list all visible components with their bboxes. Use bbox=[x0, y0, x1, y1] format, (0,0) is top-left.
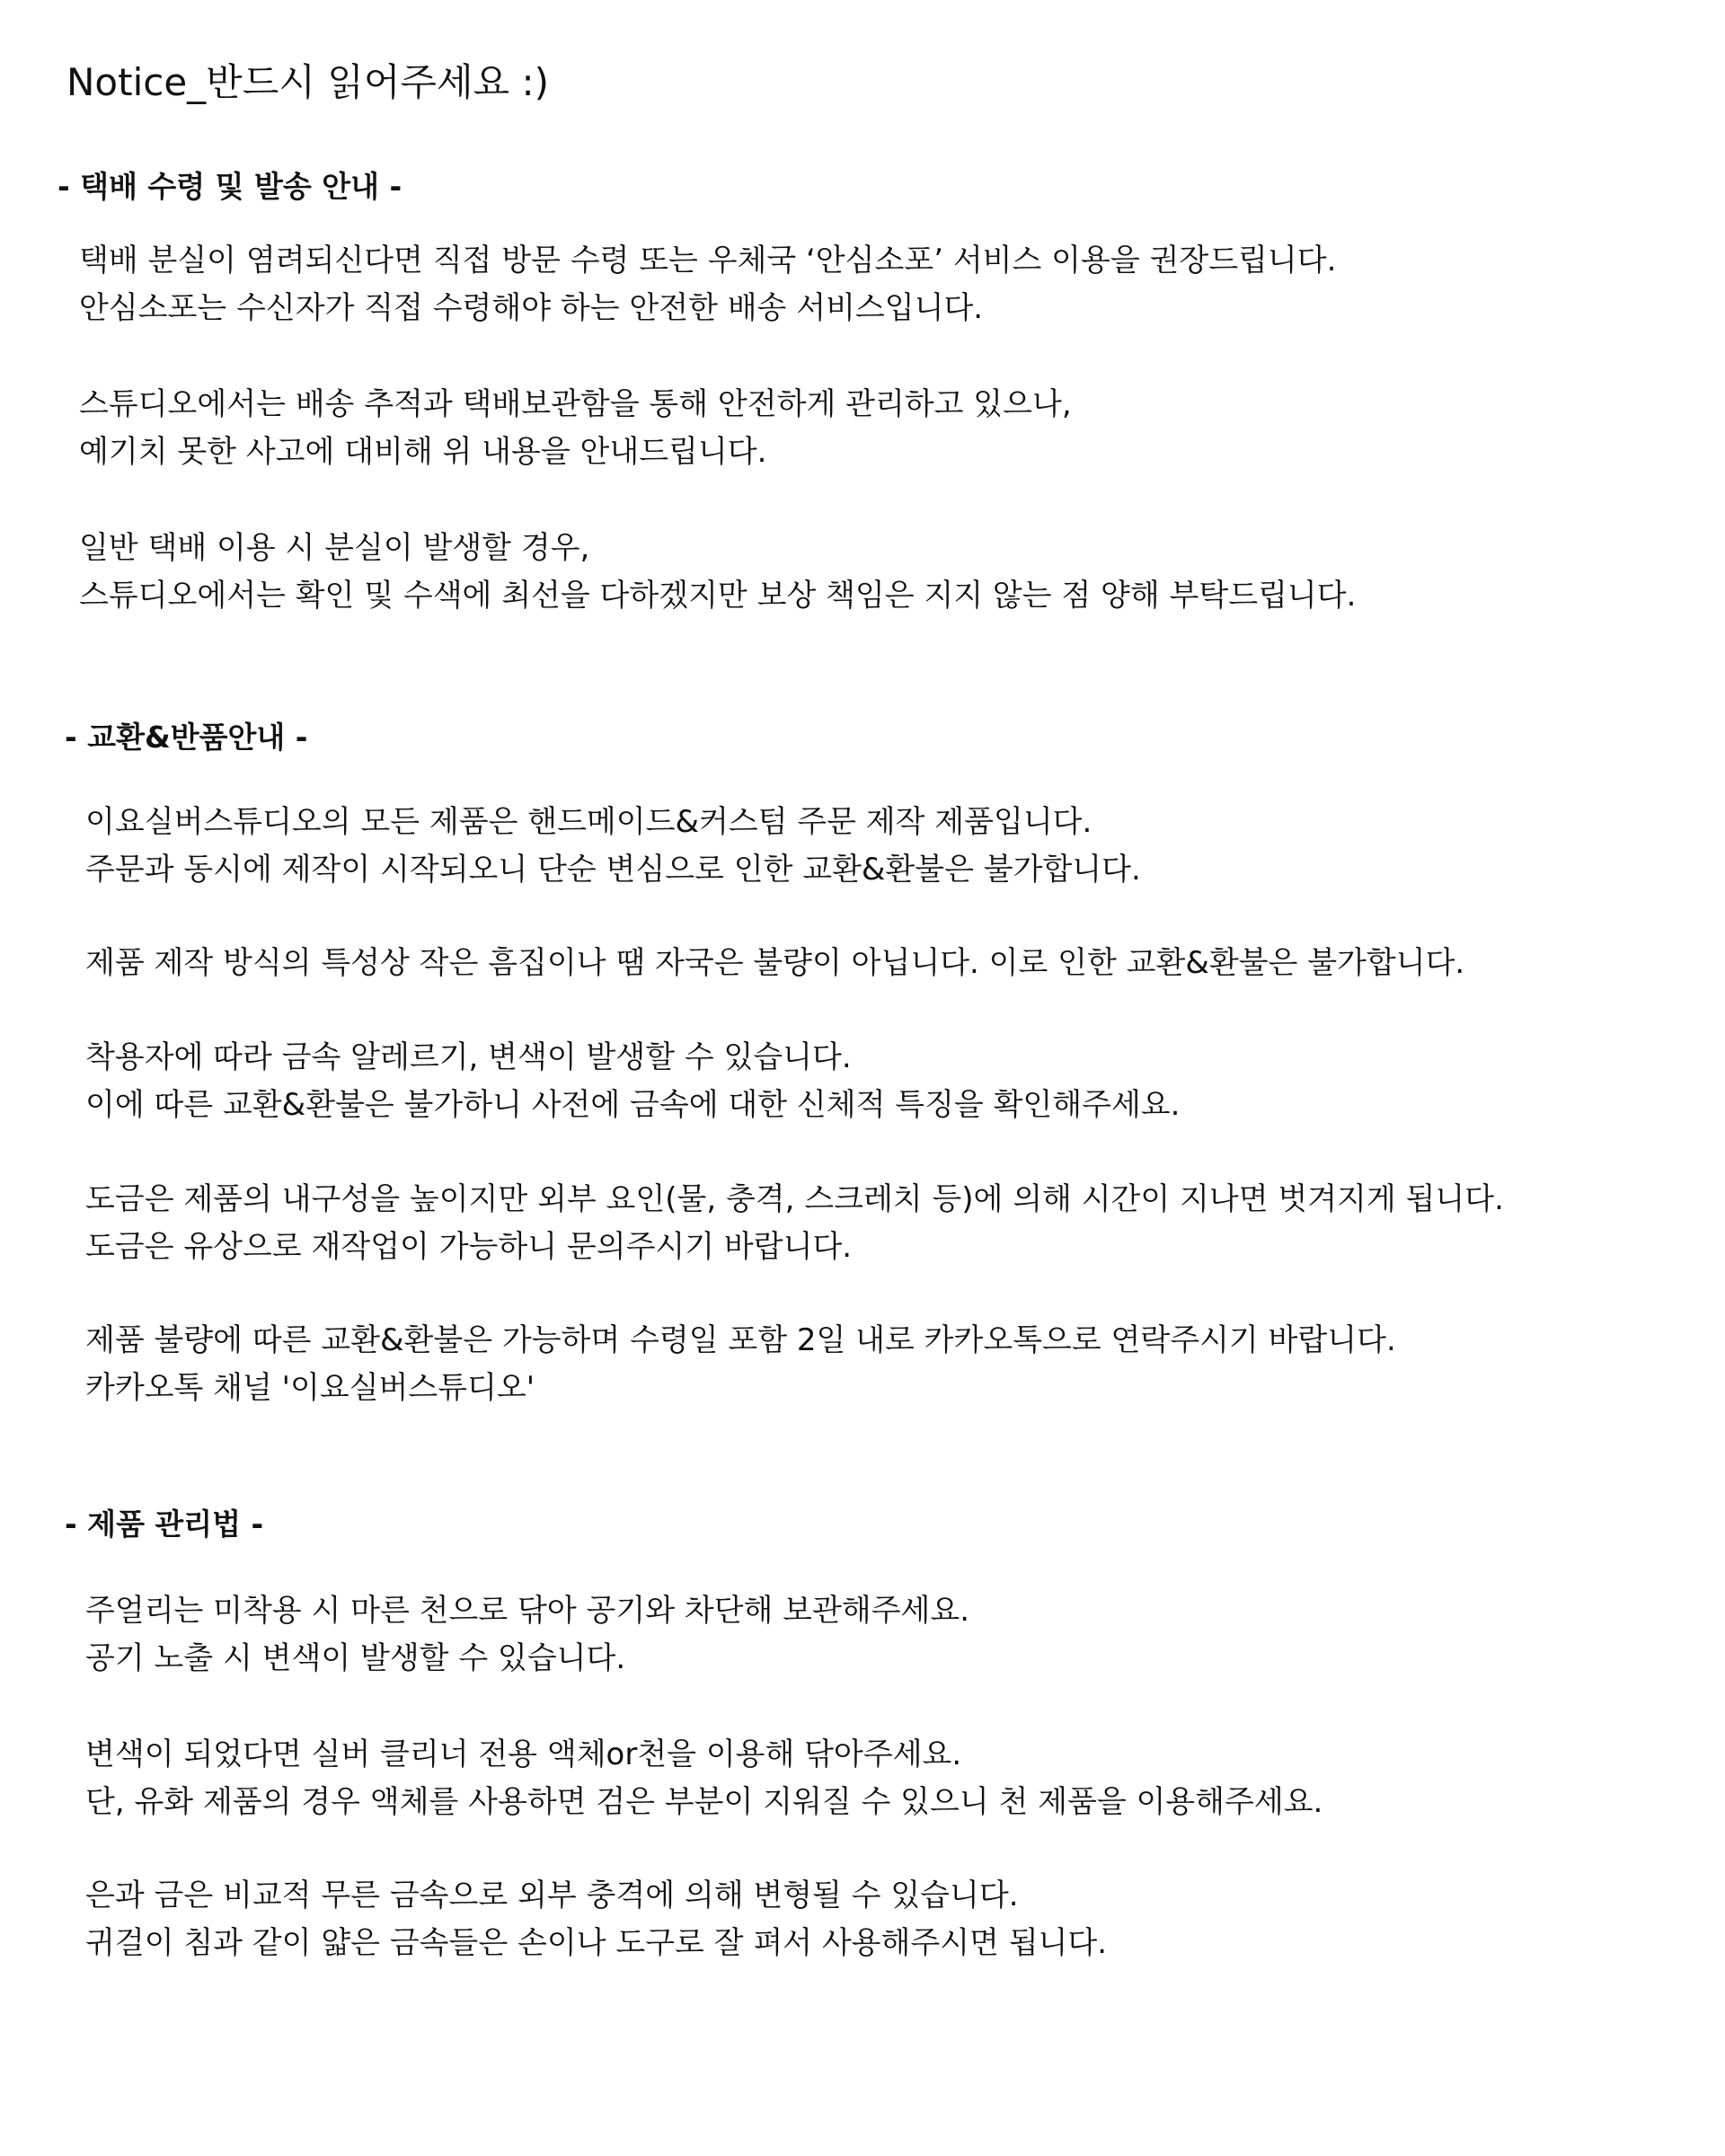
text-line: 제품 제작 방식의 특성상 작은 흠집이나 땜 자국은 불량이 아닙니다. 이로 인한 교환&환불은 불가합니다. bbox=[85, 945, 1465, 981]
text-line: 예기치 못한 사고에 대비해 위 내용을 안내드립니다. bbox=[79, 434, 767, 470]
paragraph bbox=[79, 237, 1336, 332]
paragraph bbox=[85, 1731, 1322, 1826]
paragraph bbox=[85, 1317, 1396, 1412]
paragraph bbox=[85, 1587, 969, 1683]
section-heading-exchange-return: - 교환&반품안내 - bbox=[65, 720, 308, 755]
text-line: 주얼리는 미착용 시 마른 천으로 닦아 공기와 차단해 보관해주세요. bbox=[85, 1593, 970, 1629]
text-line: 이요실버스튜디오의 모든 제품은 핸드메이드&커스텀 주문 제작 제품입니다. bbox=[85, 804, 1092, 840]
paragraph bbox=[79, 381, 1072, 476]
paragraph bbox=[85, 1176, 1504, 1271]
page-title: Notice_반드시 읽어주세요 :) bbox=[66, 60, 549, 104]
paragraph bbox=[85, 1872, 1107, 1967]
text-line: 주문과 동시에 제작이 시작되오니 단순 변심으로 인한 교환&환불은 불가합니다. bbox=[85, 852, 1141, 888]
text-line: 카카오톡 채널 '이요실버스튜디오' bbox=[85, 1370, 535, 1406]
text-line: 변색이 되었다면 실버 클리너 전용 액체or천을 이용해 닦아주세요. bbox=[85, 1736, 962, 1772]
text-line: 착용자에 따라 금속 알레르기, 변색이 발생할 수 있습니다. bbox=[85, 1039, 852, 1075]
text-line: 택배 분실이 염려되신다면 직접 방문 수령 또는 우체국 ‘안심소포’ 서비스 이용을 권장드립니다. bbox=[79, 243, 1337, 278]
text-line: 제품 불량에 따른 교환&환불은 가능하며 수령일 포함 2일 내로 카카오톡으로 연락주시기 바랍니다. bbox=[85, 1322, 1396, 1358]
text-line: 단, 유화 제품의 경우 액체를 사용하면 검은 부분이 지워질 수 있으니 천 제품을 이용해주세요. bbox=[85, 1784, 1323, 1820]
paragraph bbox=[79, 525, 1356, 620]
paragraph bbox=[85, 940, 1464, 987]
text-line: 공기 노출 시 변색이 발생할 수 있습니다. bbox=[85, 1640, 626, 1676]
text-line: 안심소포는 수신자가 직접 수령해야 하는 안전한 배송 서비스입니다. bbox=[79, 290, 984, 326]
paragraph bbox=[85, 1034, 1180, 1129]
text-line: 스튜디오에서는 배송 추적과 택배보관함을 통해 안전하게 관리하고 있으나, bbox=[79, 386, 1072, 422]
text-line: 도금은 제품의 내구성을 높이지만 외부 요인(물, 충격, 스크레치 등)에 의해 시간이 지나면 벗겨지게 됩니다. bbox=[85, 1181, 1504, 1217]
text-line: 은과 금은 비교적 무른 금속으로 외부 충격에 의해 변형될 수 있습니다. bbox=[85, 1878, 1019, 1913]
text-line: 도금은 유상으로 재작업이 가능하니 문의주시기 바랍니다. bbox=[85, 1229, 853, 1265]
text-line: 귀걸이 침과 같이 얇은 금속들은 손이나 도구로 잘 펴서 사용해주시면 됩니다. bbox=[85, 1925, 1108, 1961]
paragraph bbox=[85, 799, 1141, 894]
text-line: 이에 따른 교환&환불은 불가하니 사전에 금속에 대한 신체적 특징을 확인해주세요. bbox=[85, 1087, 1181, 1123]
text-line: 스튜디오에서는 확인 및 수색에 최선을 다하겠지만 보상 책임은 지지 않는 점 양해 부탁드립니다. bbox=[79, 578, 1357, 614]
section-heading-product-care: - 제품 관리법 - bbox=[65, 1507, 264, 1542]
section-heading-shipping: - 택배 수령 및 발송 안내 - bbox=[58, 169, 402, 204]
text-line: 일반 택배 이용 시 분실이 발생할 경우, bbox=[79, 530, 590, 566]
